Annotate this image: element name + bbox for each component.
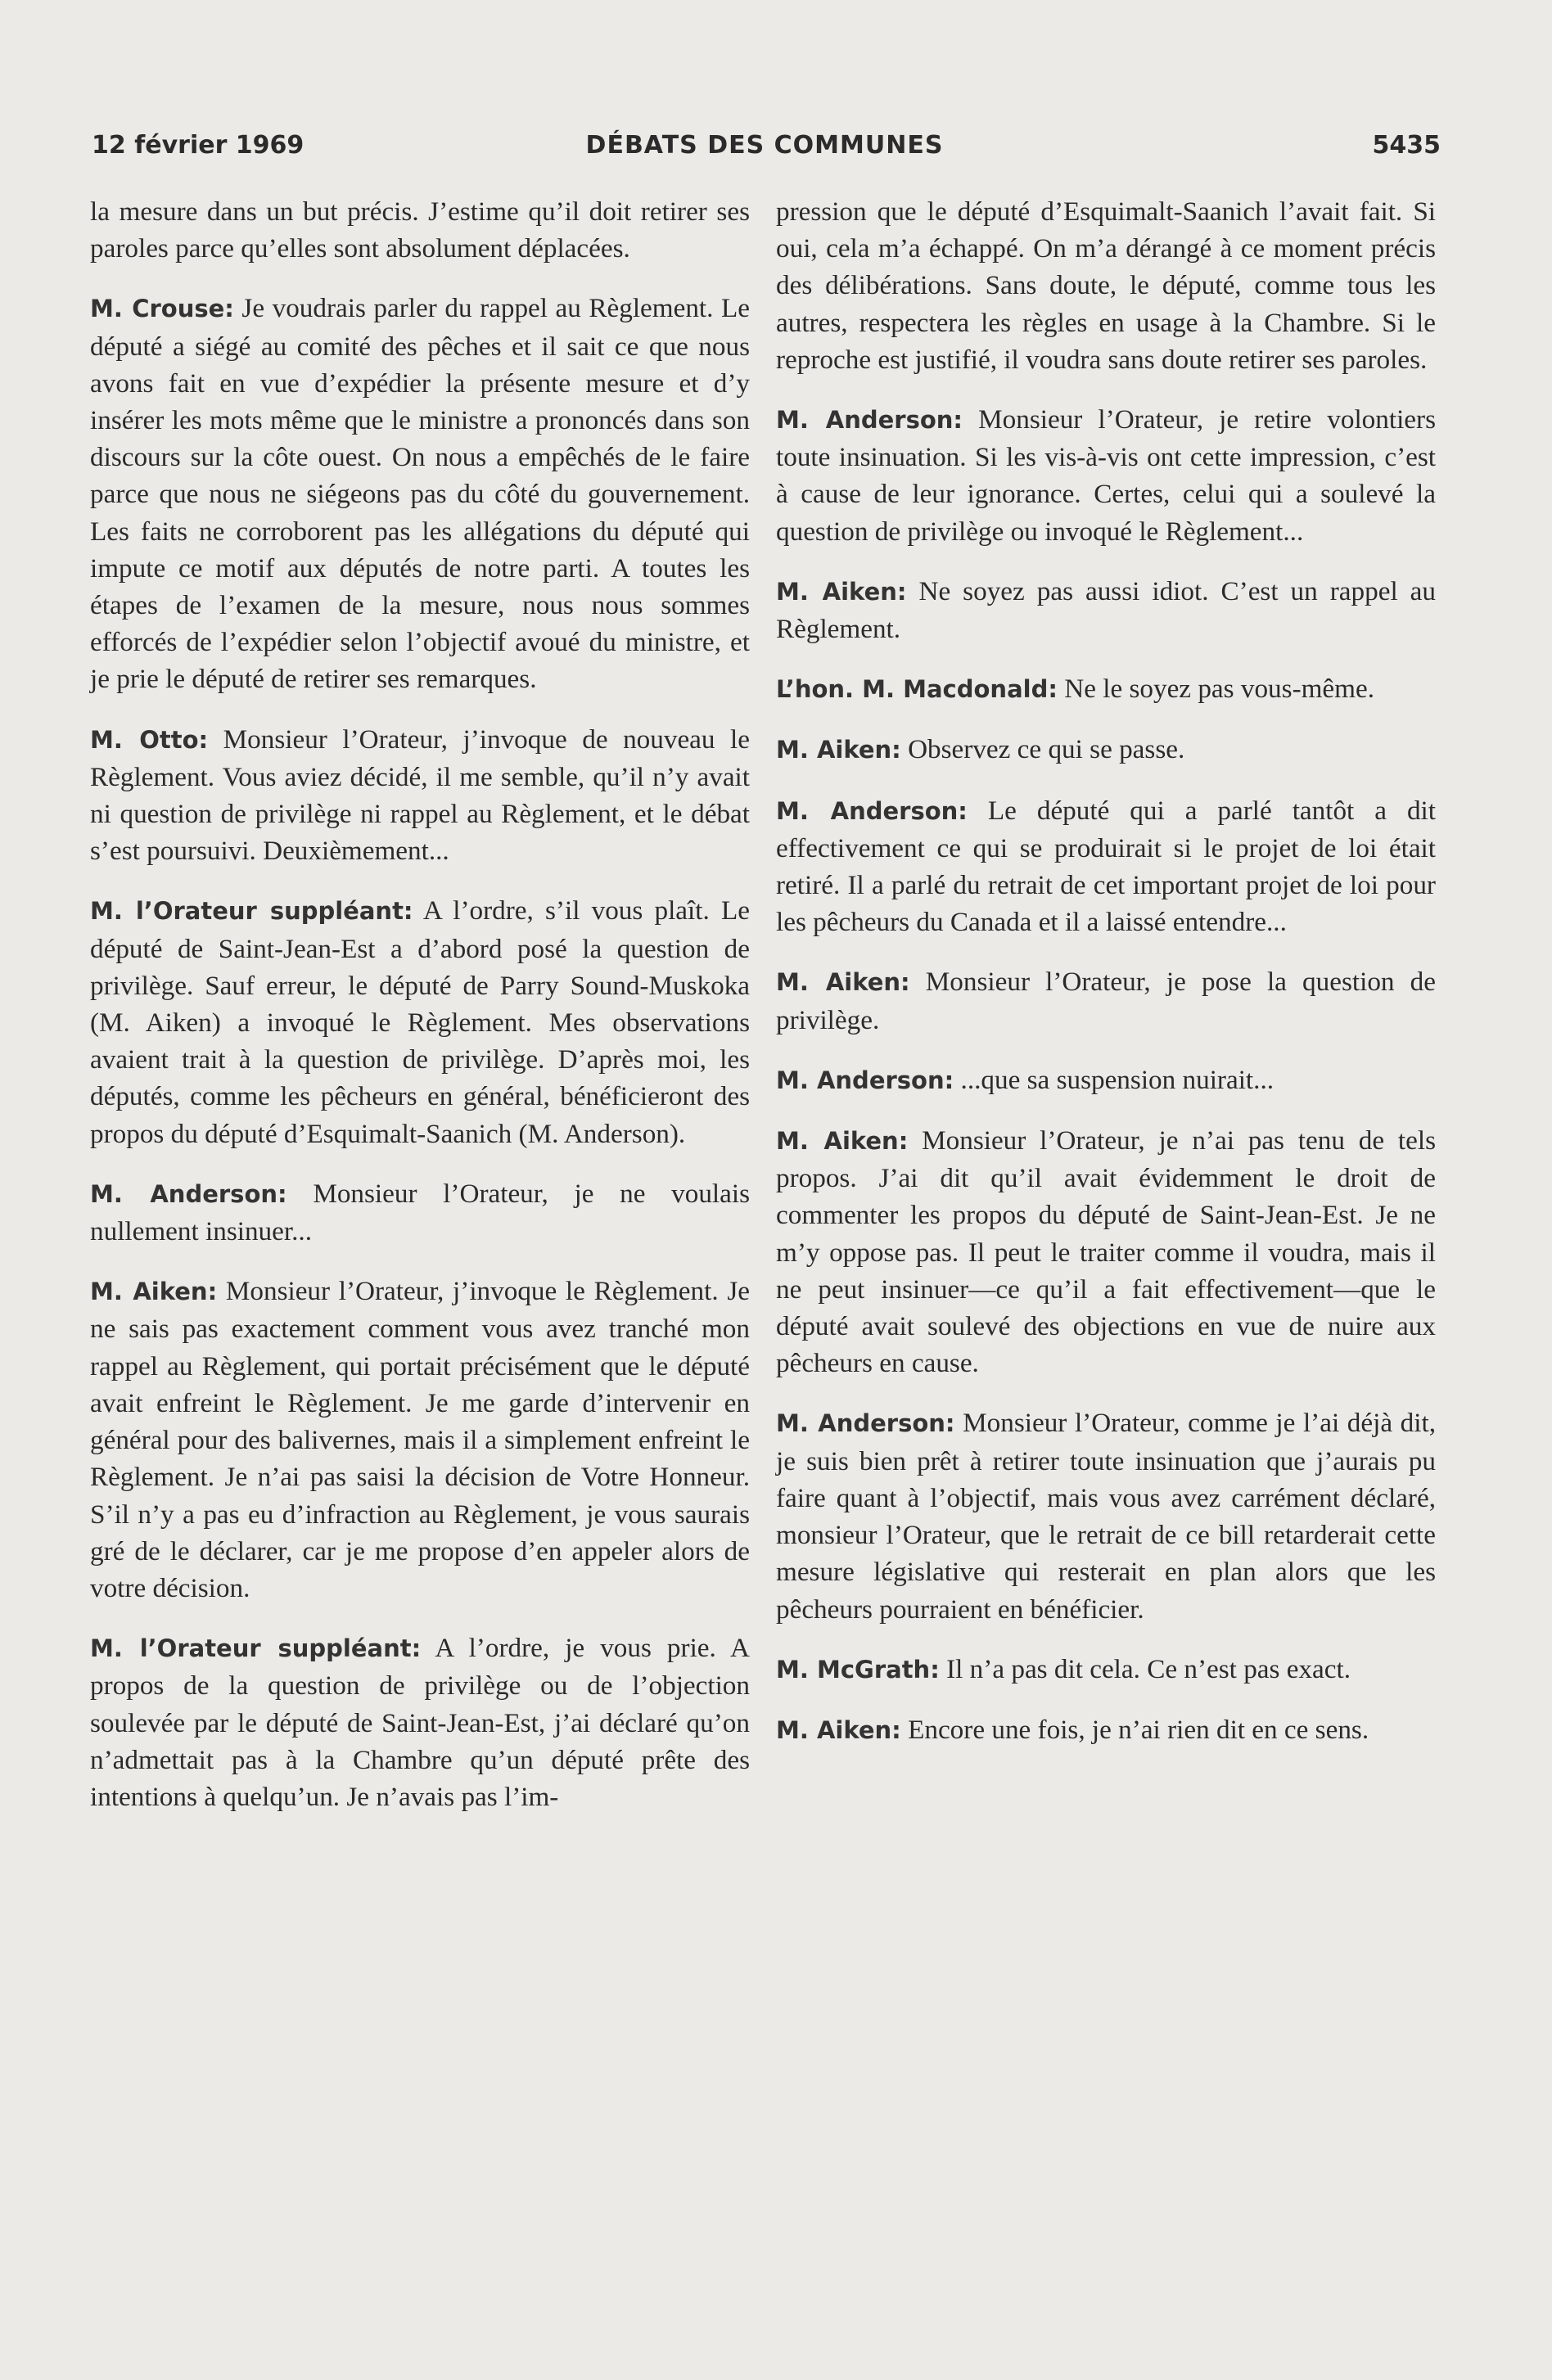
paragraph — [90, 1175, 750, 1250]
paragraph — [776, 963, 1436, 1038]
speaker-name: M. Anderson: — [776, 406, 963, 435]
paragraph — [776, 792, 1436, 941]
paragraph-text: Monsieur l’Orateur, je retire volontiers toute insinuation. Si les vis-à-vis ont cette impression, c’est à cause de leur ignorance. Certes, celui qui a soulevé la question de privilège ou invoqué le Règlement... — [776, 404, 1437, 547]
paragraph — [776, 731, 1436, 769]
paragraph-text: A l’ordre, je vous prie. A propos de la question de privilège ou de l’objection soulevée par le député de Saint-Jean-Est, j’ai déclaré qu’on n’admettait pas à la Chambre qu’un député prête des intentions à quelqu’un. Je n’avais pas l’im- — [90, 1633, 750, 1812]
page-number: 5435 — [1372, 131, 1441, 160]
speaker-name: M. Anderson: — [776, 1066, 954, 1094]
page-header — [88, 131, 1441, 172]
speaker-name: M. McGrath: — [776, 1655, 940, 1684]
paragraph-text: Ne le soyez pas vous-même. — [1057, 674, 1375, 705]
paragraph-text: Monsieur l’Orateur, je pose la question de privilège. — [776, 967, 1436, 1035]
right-column — [776, 193, 1436, 1772]
paragraph-text: Ne soyez pas aussi idiot. C’est un rappel au Règlement. — [776, 575, 1436, 645]
speaker-name: M. Aiken: — [776, 736, 901, 764]
paragraph-text: Monsieur l’Orateur, j’invoque de nouveau le Règlement. Vous aviez décidé, il me semble, qu’il n’y avait ni question de privilège ni rappel au Règlement, et le débat s’est poursuivi. Deuxièmement... — [90, 723, 750, 867]
paragraph — [776, 193, 1436, 378]
paragraph — [90, 892, 750, 1152]
paragraph-text: pression que le député d’Esquimalt-Saanich l’avait fait. Si oui, cela m’a échappé. On m’a dérangé à ce moment précis des délibérations. Sans doute, le député, comme tous les autres, respectera les règles en usage à la Chambre. Si le reproche est justifié, il voudra sans doute retirer ses paroles. — [776, 196, 1436, 375]
paragraph-text: Il n’a pas dit cela. Ce n’est pas exact. — [939, 1653, 1351, 1684]
speaker-name: M. Aiken: — [90, 1278, 218, 1306]
speaker-name: M. Aiken: — [776, 1127, 909, 1156]
paragraph-text: Monsieur l’Orateur, j’invoque le Règlement. Je ne sais pas exactement comment vous avez tranché mon rappel au Règlement, qui portait précisément que le député avait enfreint le Règlement. Je me garde d’intervenir en général pour des balivernes, mais il a simplement enfreint le Règlement. Je n’ai pas saisi la décision de Votre Honneur. S’il n’y a pas eu d’infraction au Règlement, je vous saurais gré de le déclarer, car je me propose d’en appeler alors de votre décision. — [90, 1276, 750, 1603]
paragraph-text: Monsieur l’Orateur, je ne voulais nullement insinuer... — [90, 1178, 751, 1247]
speaker-name: M. Anderson: — [776, 1409, 955, 1438]
paragraph — [776, 1404, 1436, 1627]
paragraph — [776, 1062, 1436, 1099]
paragraph-text: la mesure dans un but précis. J’estime qu’il doit retirer ses paroles parce qu’elles sont absolument déplacées. — [90, 196, 750, 264]
speaker-name: M. Anderson: — [776, 796, 968, 825]
paragraph — [776, 1651, 1436, 1688]
paragraph — [90, 721, 750, 870]
paragraph-text: A l’ordre, s’il vous plaît. Le député de Saint-Jean-Est a d’abord posé la question de privilège. Sauf erreur, le député de Parry Sound-Muskoka (M. Aiken) a invoqué le Règlement. Mes observations avaient trait à la question de privilège. D’après moi, les députés, comme les pêcheurs en général, bénéficieront des propos du député d’Esquimalt-Saanich (M. Anderson). — [90, 895, 750, 1149]
paragraph — [776, 401, 1436, 550]
speaker-name: M. Crouse: — [90, 295, 234, 323]
paragraph-text: Le député qui a parlé tantôt a dit effectivement ce qui se produirait si le projet de loi était retiré. Il a parlé du retrait de cet important projet de loi pour les pêcheurs du Canada et il a laissé entendre... — [776, 795, 1436, 938]
speaker-name: M. Otto: — [90, 725, 209, 754]
paragraph — [776, 670, 1436, 708]
speaker-name: M. Aiken: — [776, 577, 907, 606]
speaker-name: L’hon. M. Macdonald: — [776, 675, 1058, 704]
speaker-name: M. l’Orateur suppléant: — [90, 1634, 422, 1663]
left-column — [90, 193, 750, 1838]
header-date: 12 février 1969 — [92, 131, 305, 160]
header-title: DÉBATS DES COMMUNES — [585, 131, 944, 160]
paragraph-text: Monsieur l’Orateur, je n’ai pas tenu de tels propos. J’ai dit qu’il avait évidemment le droit de commenter les propos du député de Saint-Jean-Est. Je ne m’y oppose pas. Il peut le traiter comme il voudra, mais il ne peut insinuer—ce qu’il a fait effectivement—que le député avait soulevé des objections en vue de nuire aux pêcheurs en cause. — [776, 1125, 1436, 1379]
paragraph-text: Je voudrais parler du rappel au Règlement. Le député a siégé au comité des pêches et il sait ce que nous avons fait en vue d’expédier la présente mesure et d’y insérer les mots même que le ministre a prononcés dans son discours sur la côte ouest. On nous a empêchés de le faire parce que nous ne siégeons pas du côté du gouvernement. Les faits ne corroborent pas les allégations du député qui impute ce motif aux députés de notre parti. A toutes les étapes de l’examen de la mesure, nous nous sommes efforcés de l’expédier selon l’objectif avoué du ministre, et je prie le député de retirer ses remarques. — [90, 293, 750, 695]
speaker-name: M. Aiken: — [776, 1715, 901, 1744]
paragraph-text: Monsieur l’Orateur, comme je l’ai déjà dit, je suis bien prêt à retirer toute insinuation que j’aurais pu faire quant à l’objectif, mais vous avez carrément déclaré, monsieur l’Orateur, que le retrait de ce bill retarderait cette mesure législative qui resterait en plan alors que les pêcheurs pourraient en bénéficier. — [776, 1408, 1436, 1625]
speaker-name: M. Anderson: — [90, 1179, 287, 1208]
speaker-name: M. l’Orateur suppléant: — [90, 897, 413, 926]
paragraph-text: ...que sa suspension nuirait... — [954, 1064, 1275, 1095]
paragraph-text: Observez ce qui se passe. — [900, 734, 1185, 765]
paragraph — [90, 193, 750, 267]
paragraph-text: Encore une fois, je n’ai rien dit en ce sens. — [900, 1714, 1369, 1745]
paragraph — [776, 573, 1436, 647]
paragraph — [776, 1122, 1436, 1382]
paragraph — [90, 290, 750, 697]
paragraph — [90, 1273, 750, 1607]
paragraph — [90, 1629, 750, 1815]
speaker-name: M. Aiken: — [776, 968, 910, 997]
paragraph — [776, 1711, 1436, 1749]
